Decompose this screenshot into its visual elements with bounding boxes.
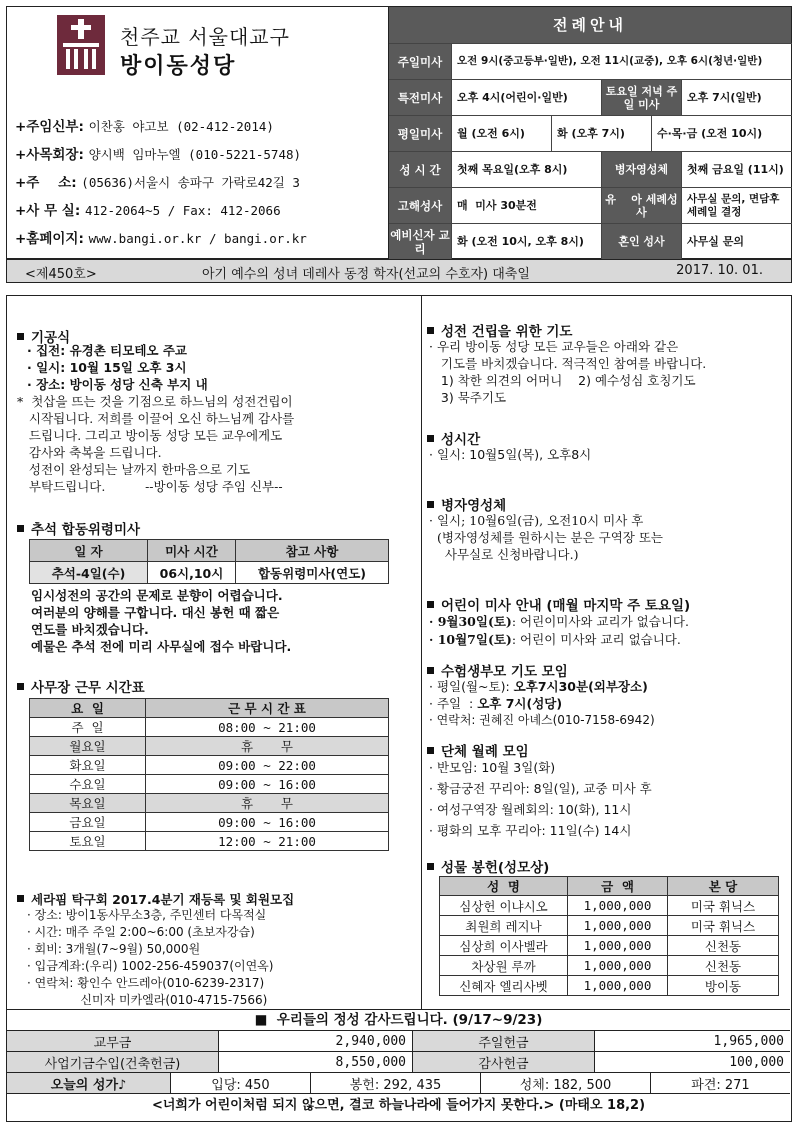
exam-prayer-sunday: · 주일 : 오후 7시(성당) — [429, 696, 563, 711]
contact-pastor: +주임신부: 이찬홍 야고보 (02-412-2014) — [15, 119, 274, 135]
table-row: 토요일 12:00 ~ 21:00 — [30, 832, 389, 851]
chuseok-note-3: 연도를 바치겠습니다. — [31, 622, 149, 637]
chuseok-title: 추석 합동위령미사 — [17, 518, 140, 538]
bible-verse: <너희가 어린이처럼 되지 않으면, 결코 하늘나라에 들어가지 못한다.> (마태오 18,2) — [151, 1098, 646, 1113]
temple-prayer-line-2: 기도를 바치겠습니다. 적극적인 참여를 바랍니다. — [429, 356, 707, 371]
contact-office: +사 무 실: 412-2064~5 / Fax: 412-2066 — [15, 203, 281, 219]
temple-prayer-line-4: 3) 묵주기도 — [429, 390, 507, 405]
table-tennis-contact-2: 신미자 미카엘라(010-4715-7566) — [27, 993, 268, 1007]
group-meeting-2: · 황금궁전 꾸리아: 8일(일), 교중 미사 후 — [429, 781, 652, 796]
sick-communion-title: 병자영성체 — [427, 494, 506, 514]
holy-hour-title: 성시간 — [427, 428, 480, 448]
exam-prayer-contact: · 연락처: 권혜진 아녜스(010-7158-6942) — [429, 713, 655, 727]
table-row: 차상원 루까 1,000,000 신천동 — [440, 956, 779, 976]
groundbreaking-celebrant: · 집전: 유경촌 티모테오 주교 — [27, 343, 187, 358]
bulletin-header — [6, 6, 792, 259]
table-row: 금요일 09:00 ~ 16:00 — [30, 813, 389, 832]
statue-donation-title: 성물 봉헌(성모상) — [427, 856, 549, 876]
groundbreaking-title: 기공식 — [17, 326, 70, 346]
table-row: 화요일 09:00 ~ 22:00 — [30, 756, 389, 775]
chuseok-header-time: 미사 시간 — [148, 540, 236, 562]
table-tennis-place: · 장소: 방이1동사무소3층, 주민센터 다목적실 — [27, 908, 267, 922]
groundbreaking-msg-3: 드립니다. 그리고 방이동 성당 모든 교우에게도 — [17, 428, 283, 443]
table-tennis-time: · 시간: 매주 주일 2:00~6:00 (초보자강습) — [27, 925, 255, 939]
column-divider — [421, 296, 422, 1009]
group-meeting-4: · 평화의 모후 꾸리아: 11일(수) 14시 — [429, 823, 632, 838]
table-row: 최원희 레지나 1,000,000 미국 휘닉스 — [440, 916, 779, 936]
temple-prayer-line-3: 1) 착한 의견의 어머니 2) 예수성심 호칭기도 — [429, 373, 696, 388]
schedule-row-weekday: 평일미사 월 (오전 6시) 화 (오후 7시) 수·목·금 (오전 10시) — [389, 115, 792, 151]
table-tennis-contact-1: · 연락처: 황인수 안드레아(010-6239-2317) — [27, 976, 265, 990]
schedule-row-catechumen: 예비신자 교 리 화 (오전 10시, 오후 8시) 혼인 성사 사무실 문의 — [389, 223, 792, 259]
table-row: 심상희 이사벨라 1,000,000 신천동 — [440, 936, 779, 956]
office-hours-title: 사무장 근무 시간표 — [17, 676, 145, 696]
parish-name: 방이동성당 — [120, 53, 237, 79]
diocese-name: 천주교 서울대교구 — [120, 25, 290, 49]
sick-communion-note-2: 사무실로 신청바랍니다.) — [429, 547, 579, 562]
office-hours-table: 요 일 근 무 시 간 표 주 일 08:00 ~ 21:00 월요일 휴 무 화요일 09:00 ~ 22:00 수요일 09:00 ~ 16:00 목요일 휴 무 금요일 09:00 ~ 16:00 토요일 12:00 ~ 21:00 — [29, 698, 389, 851]
offering-title: ■ 우리들의 정성 감사드립니다. (9/17~9/23) — [7, 1010, 790, 1031]
table-tennis-fee: · 회비: 3개월(7~9월) 50,000원 — [27, 942, 201, 956]
exam-prayer-title: 수험생부모 기도 모임 — [427, 660, 568, 680]
chuseok-note-1: 임시성전의 공간의 문제로 분향이 어렵습니다. — [31, 588, 283, 603]
holy-hour-date: · 일시: 10월5일(목), 오후8시 — [429, 447, 592, 462]
chuseok-note-2: 여러분의 양해를 구합니다. 대신 봉헌 때 짧은 — [31, 605, 280, 620]
chuseok-note-4: 예물은 추석 전에 미리 사무실에 접수 바랍니다. — [31, 639, 292, 654]
schedule-row-confession: 고해성사 매 미사 30분전 유 아 세례성사 사무실 문의, 면담후 세례일 결정 — [389, 187, 792, 223]
sick-communion-date: · 일시; 10월6일(금), 오전10시 미사 후 — [429, 513, 644, 528]
contact-address: +주 소: (05636)서울시 송파구 가락로42길 3 — [15, 175, 300, 191]
table-row: 목요일 휴 무 — [30, 794, 389, 813]
table-tennis-account: · 입금계좌:(우리) 1002-256-459037(이연옥) — [27, 959, 274, 973]
schedule-row-holy-hour: 성 시 간 첫째 목요일(오후 8시) 병자영성체 첫째 금요일 (11시) — [389, 151, 792, 187]
groundbreaking-msg-4: 감사와 축복을 드립니다. — [17, 445, 162, 460]
contact-homepage: +홈페이지: www.bangi.or.kr / bangi.or.kr — [15, 231, 307, 247]
table-row: 신혜자 엘리사벳 1,000,000 방이동 — [440, 976, 779, 996]
offering-row-1: 교무금 2,940,000 주일헌금 1,965,000 — [7, 1031, 790, 1052]
groundbreaking-date: · 일시: 10월 15일 오후 3시 — [27, 360, 187, 375]
groundbreaking-msg-1: * 첫삽을 뜨는 것을 기점으로 하느님의 성전건립이 — [17, 394, 293, 409]
contact-council-chair: +사목회장: 양시백 임마누엘 (010-5221-5748) — [15, 147, 302, 163]
group-meeting-1: · 반모임: 10월 3일(화) — [429, 760, 556, 775]
issue-band — [6, 259, 792, 283]
chuseok-header-note: 참고 사항 — [236, 540, 389, 562]
table-row: 주 일 08:00 ~ 21:00 — [30, 718, 389, 737]
contact-list — [15, 115, 385, 255]
sick-communion-note-1: (병자영성체를 원하시는 분은 구역장 또는 — [429, 530, 663, 545]
table-row: 월요일 휴 무 — [30, 737, 389, 756]
feast-title: 아기 예수의 성녀 데레사 동정 학자(선교의 수호자) 대축일 — [202, 267, 530, 282]
table-tennis-title: 세라핌 탁구회 2017.4분기 재등록 및 회원모집 — [17, 890, 294, 908]
statue-donation-table: 성 명 금 액 본 당 심상헌 이냐시오 1,000,000 미국 휘닉스 최원희 레지나 1,000,000 미국 휘닉스 심상희 이사벨라 1,000,000 신천동 차상원 루까 1,000,000 신천동 신혜자 엘리사벳 1,000,000 방이동 — [439, 876, 779, 996]
table-row: 수요일 09:00 ~ 16:00 — [30, 775, 389, 794]
schedule-title: 전례안내 — [389, 7, 791, 43]
groundbreaking-place: · 장소: 방이동 성당 신축 부지 내 — [27, 377, 208, 392]
temple-prayer-line-1: · 우리 방이동 성당 모든 교우들은 아래와 같은 — [429, 339, 679, 354]
bulletin-body — [6, 295, 792, 1122]
parish-logo-icon — [57, 15, 105, 75]
schedule-row-anticipated: 특전미사 오후 4시(어린이·일반) 토요일 저녁 주일 미사 오후 7시(일반) — [389, 79, 792, 115]
groundbreaking-msg-5: 성전이 완성되는 날까지 한마음으로 기도 — [17, 462, 251, 477]
offering-row-2: 사업기금수입(건축헌금) 8,550,000 감사헌금 100,000 — [7, 1052, 790, 1073]
exam-prayer-weekday: · 평일(월~토): 오후7시30분(외부장소) — [429, 679, 648, 694]
chuseok-table — [29, 539, 389, 584]
children-mass-title: 어린이 미사 안내 (매월 마지막 주 토요일) — [427, 594, 690, 614]
table-row: 추석-4일(수) 06시,10시 합동위령미사(연도) — [30, 562, 389, 584]
issue-date: 2017. 10. 01. — [676, 263, 763, 278]
offering-summary — [7, 1009, 790, 1121]
temple-prayer-title: 성전 건립을 위한 기도 — [427, 320, 572, 340]
issue-number: <제450호> — [25, 267, 97, 282]
groundbreaking-msg-6: 부탁드립니다. --방이동 성당 주임 신부-- — [17, 479, 283, 494]
schedule-row-sunday: 주일미사 오전 9시(중고등부·일반), 오전 11시(교중), 오후 6시(청년·일반) — [389, 43, 792, 79]
groundbreaking-msg-2: 시작됩니다. 저희를 이끌어 오신 하느님께 감사를 — [17, 411, 295, 426]
liturgy-schedule — [388, 7, 791, 259]
children-mass-line-1: · 9월30일(토): 어린이미사와 교리가 없습니다. — [429, 614, 689, 629]
group-meeting-3: · 여성구역장 월례회의: 10(화), 11시 — [429, 802, 632, 817]
chuseok-header-date: 일 자 — [30, 540, 148, 562]
children-mass-line-2: · 10월7일(토): 어린이 미사와 교리 없습니다. — [429, 632, 681, 647]
table-row: 심상헌 이냐시오 1,000,000 미국 휘닉스 — [440, 896, 779, 916]
group-meetings-title: 단체 월례 모임 — [427, 740, 529, 760]
hymn-row: 오늘의 성가♪ 입당: 450 봉헌: 292, 435 성체: 182, 500 파견: 271 — [7, 1073, 790, 1094]
